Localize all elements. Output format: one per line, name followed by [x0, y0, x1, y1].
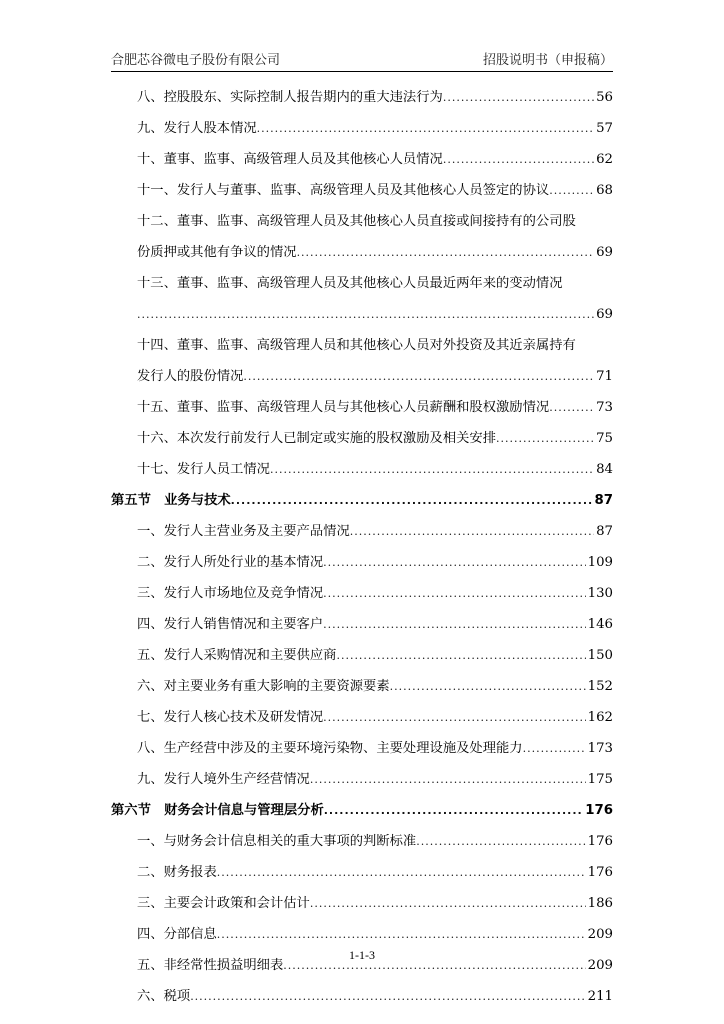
- toc-entry-title: 十四、董事、监事、高级管理人员和其他核心人员对外投资及其近亲属持有: [137, 338, 576, 353]
- toc-entry-title: 五、非经常性损益明细表: [137, 958, 284, 973]
- toc-entry[interactable]: [111, 175, 613, 206]
- dot-leader: [523, 733, 586, 764]
- toc-page-number: 173: [587, 741, 613, 756]
- dot-leader: [297, 237, 595, 268]
- toc-page-number: 73: [596, 400, 613, 415]
- dot-leader: [310, 764, 586, 795]
- dot-leader: [323, 609, 585, 640]
- toc-page-number: 75: [596, 431, 613, 446]
- toc-page-number: 84: [596, 462, 613, 477]
- page-number: 1-1-3: [349, 948, 375, 962]
- toc-page-number: 209: [587, 958, 613, 973]
- toc-entry[interactable]: [111, 981, 613, 1012]
- toc-entry-title: 份质押或其他有争议的情况: [137, 245, 297, 260]
- dot-leader: [350, 516, 594, 547]
- toc-entry-title: 十六、本次发行前发行人已制定或实施的股权激励及相关安排: [137, 431, 497, 446]
- toc-entry-title: 一、与财务会计信息相关的重大事项的判断标准: [137, 834, 417, 849]
- toc-entry[interactable]: [111, 454, 613, 485]
- table-of-contents: [111, 82, 613, 1012]
- company-name: 合肥芯谷微电子股份有限公司: [111, 53, 281, 68]
- toc-entry-title: 九、发行人股本情况: [137, 121, 257, 136]
- toc-page-number: 69: [596, 245, 613, 260]
- toc-page-number: 209: [587, 927, 613, 942]
- toc-entry-title: 二、发行人所处行业的基本情况: [137, 555, 324, 570]
- toc-page-number: 71: [596, 369, 613, 384]
- dot-leader: [390, 671, 586, 702]
- toc-page-number: 87: [594, 493, 613, 508]
- toc-page-number: 162: [587, 710, 613, 725]
- toc-entry[interactable]: [111, 423, 613, 454]
- toc-entry-title: 十三、董事、监事、高级管理人员及其他核心人员最近两年来的变动情况: [137, 276, 563, 291]
- toc-page-number: 130: [587, 586, 613, 601]
- toc-entry-title: 七、发行人核心技术及研发情况: [137, 710, 324, 725]
- toc-page-number: 87: [596, 524, 613, 539]
- toc-entry[interactable]: [111, 361, 613, 392]
- toc-page-number: 152: [587, 679, 613, 694]
- dot-leader: [190, 981, 585, 1012]
- dot-leader: [416, 826, 585, 857]
- toc-entry-title: 第五节 业务与技术: [111, 493, 231, 508]
- dot-leader: [270, 454, 594, 485]
- toc-entry-title: 十五、董事、监事、高级管理人员与其他核心人员薪酬和股权激励情况: [137, 400, 550, 415]
- document-title: 招股说明书（申报稿）: [482, 53, 613, 68]
- toc-entry[interactable]: [111, 826, 613, 857]
- toc-page-number: 57: [596, 121, 613, 136]
- dot-leader: [324, 795, 583, 826]
- toc-entry[interactable]: [111, 919, 613, 950]
- toc-entry[interactable]: [111, 547, 613, 578]
- toc-entry-title: 十一、发行人与董事、监事、高级管理人员及其他核心人员签定的协议: [137, 183, 550, 198]
- toc-entry[interactable]: [111, 857, 613, 888]
- toc-entry[interactable]: [111, 888, 613, 919]
- toc-entry[interactable]: [111, 671, 613, 702]
- dot-leader: [217, 857, 586, 888]
- dot-leader: [217, 919, 586, 950]
- toc-entry[interactable]: [111, 640, 613, 671]
- toc-entry[interactable]: [111, 113, 613, 144]
- toc-page-number: 211: [587, 989, 613, 1004]
- toc-entry-title: 三、主要会计政策和会计估计: [137, 896, 310, 911]
- toc-entry-title: 八、控股股东、实际控制人报告期内的重大违法行为: [137, 90, 443, 105]
- toc-entry-title: 二、财务报表: [137, 865, 217, 880]
- toc-entry-title: 第六节 财务会计信息与管理层分析: [111, 803, 324, 818]
- dot-leader: [496, 423, 594, 454]
- toc-entry[interactable]: [111, 299, 613, 330]
- toc-entry-title: 三、发行人市场地位及竞争情况: [137, 586, 324, 601]
- dot-leader: [243, 361, 594, 392]
- toc-section-heading[interactable]: [111, 485, 613, 516]
- dot-leader: [336, 640, 585, 671]
- toc-entry-title: 六、对主要业务有重大影响的主要资源要素: [137, 679, 390, 694]
- dot-leader: [443, 82, 594, 113]
- toc-entry-title: 九、发行人境外生产经营情况: [137, 772, 310, 787]
- toc-entry[interactable]: [111, 733, 613, 764]
- toc-entry[interactable]: [111, 764, 613, 795]
- toc-entry-title: 十七、发行人员工情况: [137, 462, 270, 477]
- toc-page-number: 175: [587, 772, 613, 787]
- toc-page-number: 69: [596, 307, 613, 322]
- toc-page-number: 176: [585, 803, 613, 818]
- toc-entry[interactable]: [111, 82, 613, 113]
- toc-section-heading[interactable]: [111, 795, 613, 826]
- dot-leader: [310, 888, 586, 919]
- toc-page-number: 56: [596, 90, 613, 105]
- toc-page-number: 150: [587, 648, 613, 663]
- toc-entry[interactable]: [111, 578, 613, 609]
- toc-entry[interactable]: [111, 206, 613, 237]
- toc-entry[interactable]: [111, 702, 613, 733]
- toc-page-number: 62: [596, 152, 613, 167]
- toc-entry-title: 八、生产经营中涉及的主要环境污染物、主要处理设施及处理能力: [137, 741, 523, 756]
- toc-entry[interactable]: [111, 609, 613, 640]
- toc-entry-title: 十二、董事、监事、高级管理人员及其他核心人员直接或间接持有的公司股: [137, 214, 576, 229]
- toc-page-number: 68: [596, 183, 613, 198]
- toc-entry-title: 六、税项: [137, 989, 191, 1004]
- toc-entry[interactable]: [111, 144, 613, 175]
- toc-entry-title: 四、发行人销售情况和主要客户: [137, 617, 324, 632]
- toc-entry-title: 十、董事、监事、高级管理人员及其他核心人员情况: [137, 152, 443, 167]
- header-rule: [111, 71, 613, 72]
- toc-page-number: 186: [587, 896, 613, 911]
- toc-page-number: 176: [587, 834, 613, 849]
- dot-leader: [443, 144, 594, 175]
- dot-leader: [323, 578, 585, 609]
- dot-leader: [137, 299, 594, 330]
- toc-page-number: 109: [587, 555, 613, 570]
- toc-page-number: 176: [587, 865, 613, 880]
- dot-leader: [323, 702, 585, 733]
- toc-entry[interactable]: [111, 330, 613, 361]
- page-header: [111, 49, 613, 69]
- toc-page-number: 146: [587, 617, 613, 632]
- toc-entry-title: 一、发行人主营业务及主要产品情况: [137, 524, 350, 539]
- toc-entry[interactable]: [111, 268, 613, 299]
- dot-leader: [231, 485, 593, 516]
- toc-entry[interactable]: [111, 516, 613, 547]
- toc-entry[interactable]: [111, 237, 613, 268]
- dot-leader: [549, 175, 594, 206]
- toc-entry-title: 四、分部信息: [137, 927, 217, 942]
- dot-leader: [549, 392, 594, 423]
- dot-leader: [257, 113, 594, 144]
- dot-leader: [323, 547, 585, 578]
- toc-entry-title: 五、发行人采购情况和主要供应商: [137, 648, 337, 663]
- toc-entry-title: 发行人的股份情况: [137, 369, 244, 384]
- toc-entry[interactable]: [111, 392, 613, 423]
